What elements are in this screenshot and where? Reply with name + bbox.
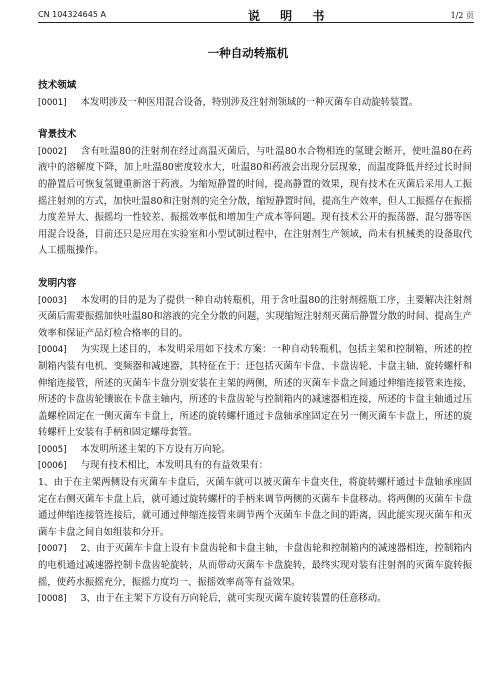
document-title: 一种自动转瓶机: [207, 46, 289, 60]
paragraph-0001: [38, 95, 472, 112]
paragraph-0004: [38, 342, 472, 442]
paragraph-number: [0004]: [38, 345, 67, 356]
paragraph-text: 为实现上述目的，本发明采用如下技术方案：一种自动转瓶机，包括主架和控制箱，所述的控制箱内装有电机、变频器和减速器，其特征在于：还包括灭菌车卡盘、卡盘齿轮、卡盘主轴、旋转螺杆和伸缩连接管，所述的灭菌车卡盘分别安装在主架的两侧，所述的灭菌车卡盘之间通过伸缩连接管来连接，所述的卡盘齿轮镶嵌在卡盘主轴内，所述的卡盘齿轮与控制箱内的减速器相连接，所述的卡盘主轴通过压盖螺栓固定在一侧灭菌车卡盘上，所述的旋转螺杆通过卡盘轴承座固定在另一侧灭菌车卡盘上，所述的旋转螺杆上安装有手柄和固定螺母套管。: [38, 344, 472, 439]
paragraph-number: [0008]: [38, 594, 67, 605]
publication-number: CN 104324645 A: [38, 10, 106, 19]
paragraph-0003: [38, 293, 472, 343]
paragraph-text: 本发明涉及一种医用混合设备，特别涉及注射剂领域的一种灭菌车自动旋转装置。: [80, 96, 419, 108]
paragraph-number: [0001]: [38, 97, 67, 108]
spacer: [38, 260, 472, 276]
section-heading-content: 发明内容: [38, 277, 77, 289]
paragraph-number: [0006]: [38, 461, 67, 472]
paragraph-number: [0005]: [38, 444, 67, 455]
document-body: [38, 78, 472, 608]
paragraph-0005: [38, 442, 472, 459]
paragraph-number: [0007]: [38, 544, 67, 555]
paragraph-number: [0003]: [38, 295, 67, 306]
paragraph-text: 2、由于灭菌车卡盘上设有卡盘齿轮和卡盘主轴，卡盘齿轮和控制箱内的减速器相连，控制箱内的电机通过减速器控制卡盘齿轮旋转，从而带动灭菌车卡盘旋转，最终实现对装有注射剂的灭菌车旋转振摇，使药水振摇充分，振摇力度均一、振摇效率高等有益效果。: [38, 543, 472, 588]
paragraph-0006: [38, 458, 472, 475]
paragraph-0002: [38, 144, 472, 260]
paragraph-number: [0002]: [38, 146, 67, 157]
paragraph-0008: [38, 591, 472, 608]
page-header: [38, 8, 474, 23]
paragraph-0007: [38, 541, 472, 591]
page-number: 1/2 页: [450, 11, 474, 20]
paragraph-text: 1、由于在主架两侧设有灭菌车卡盘后，灭菌车就可以被灭菌车卡盘夹住，将旋转螺杆通过卡盘轴承座固定在右侧灭菌车卡盘上后，就可通过旋转螺杆的手柄来调节两侧的灭菌车卡盘移动。将两侧的灭菌车卡盘通过伸缩连接管连接后，就可通过伸缩连接管来调节两个灭菌车卡盘之间的距离，因此能实现灭菌车和灭菌车卡盘之间自如组装和分开。: [38, 477, 472, 538]
paragraph-benefit-1: [38, 475, 472, 541]
paragraph-text: 与现有技术相比，本发明具有的有益效果有：: [80, 460, 269, 472]
section-heading-tech-field: 技术领域: [38, 80, 77, 91]
paragraph-text: 本发明所述主架的下方设有万向轮。: [80, 443, 231, 455]
section-heading-background: 背景技术: [38, 129, 77, 141]
paragraph-text: 本发明的目的是为了提供一种自动转瓶机，用于含吐温80的注射剂摇瓶工序，主要解决注射剂灭菌后需要振摇加快吐温80和溶液的完全分散的问题，实现缩短注射剂灭菌后静置分散的时间、提高生产效率和保证产品灯检合格率的目的。: [38, 294, 472, 339]
paragraph-text: 含有吐温80的注射剂在经过高温灭菌后，与吐温80水合物相连的氢键会断开，使吐温80在药液中的溶解度下降，加上吐温80密度较水大，吐温80和药液会出现分层现象，而温度降低并经过长时间的静置后可恢复氢键重新溶于药液。为缩短静置的时间，提高静置的效果，现有技术在灭菌后采用人工振摇注射剂的方式，加快吐温80和注射剂的完全分散，缩短静置时间，提高生产效率，但人工振摇存在振摇力度差异大、振摇均一性较差、振摇效率低和增加生产成本等问题。现有技术公开的振荡器、混匀器等医用混合设备，目前还只是应用在实验室和小型试制过程中，在注射剂生产领域，尚未有机械类的设备取代人工摇瓶操作。: [38, 145, 472, 257]
spacer: [38, 111, 472, 127]
paragraph-text: 3、由于在主架下方设有万向轮后，就可实现灭菌车旋转装置的任意移动。: [80, 593, 387, 605]
header-title: 说 明 书: [248, 9, 333, 23]
